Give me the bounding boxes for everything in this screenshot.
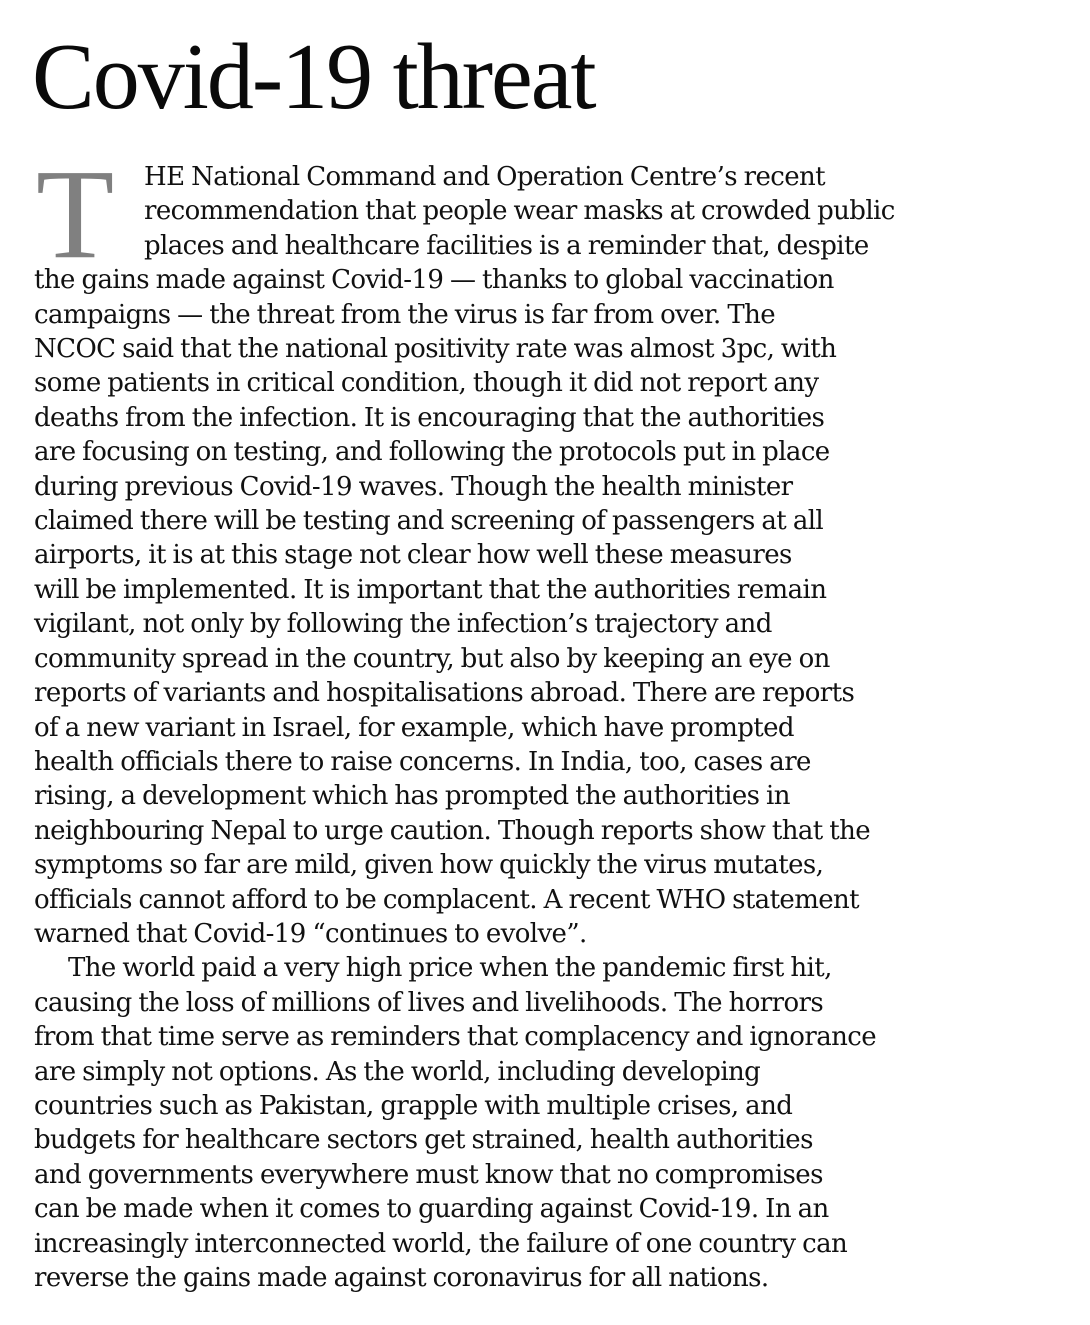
text-line: warned that Covid-19 “continues to evolve”. <box>34 918 587 949</box>
text-line: community spread in the country, but also by keeping an eye on <box>34 643 830 674</box>
text-line: places and healthcare facilities is a reminder that, despite <box>144 230 869 261</box>
text-line: during previous Covid-19 waves. Though the health minister <box>34 471 793 502</box>
text-line: rising, a development which has prompted the authorities in <box>34 781 790 812</box>
text-line: vigilant, not only by following the infection’s trajectory and <box>34 609 772 640</box>
text-line: the gains made against Covid-19 — thanks to global vaccination <box>34 265 834 296</box>
text-line: are simply not options. As the world, including developing <box>34 1056 761 1087</box>
paragraph-2 <box>34 951 1079 1295</box>
text-line: neighbouring Nepal to urge caution. Though reports show that the <box>34 815 871 846</box>
headline: Covid-19 threat <box>32 25 595 129</box>
text-line: from that time serve as reminders that complacency and ignorance <box>34 1022 876 1053</box>
text-line: reports of variants and hospitalisations abroad. There are reports <box>34 678 855 709</box>
text-line: airports, it is at this stage not clear how well these measures <box>34 540 792 571</box>
text-line: recommendation that people wear masks at crowded public <box>144 196 895 227</box>
drop-cap: T <box>36 143 115 285</box>
text-line: countries such as Pakistan, grapple with multiple crises, and <box>34 1090 793 1121</box>
text-line: claimed there will be testing and screening of passengers at all <box>34 506 824 537</box>
text-line: campaigns — the threat from the virus is far from over. The <box>34 299 776 330</box>
text-line: officials cannot afford to be complacent. A recent WHO statement <box>34 884 860 915</box>
text-line: reverse the gains made against coronavirus for all nations. <box>34 1263 769 1293</box>
text-line: The world paid a very high price when the pandemic first hit, <box>68 953 832 984</box>
text-line: deaths from the infection. It is encouraging that the authorities <box>34 402 825 433</box>
text-line: are focusing on testing, and following the protocols put in place <box>34 437 830 468</box>
text-line: NCOC said that the national positivity rate was almost 3pc, with <box>34 334 837 365</box>
text-line: increasingly interconnected world, the failure of one country can <box>34 1228 848 1259</box>
editorial-body <box>34 143 1079 1295</box>
text-line: budgets for healthcare sectors get strained, health authorities <box>34 1125 813 1156</box>
text-line: causing the loss of millions of lives and livelihoods. The horrors <box>34 987 824 1018</box>
text-line: and governments everywhere must know that no compromises <box>34 1159 823 1190</box>
text-line: some patients in critical condition, though it did not report any <box>34 368 819 399</box>
text-line: HE National Command and Operation Centre’s recent <box>144 162 825 192</box>
text-line: health officials there to raise concerns. In India, too, cases are <box>34 746 811 777</box>
text-line: can be made when it comes to guarding against Covid-19. In an <box>34 1194 829 1225</box>
text-line: symptoms so far are mild, given how quickly the virus mutates, <box>34 850 824 881</box>
paragraph-1 <box>34 143 1079 951</box>
text-line: will be implemented. It is important that the authorities remain <box>34 574 827 605</box>
text-line: of a new variant in Israel, for example, which have prompted <box>34 712 794 743</box>
